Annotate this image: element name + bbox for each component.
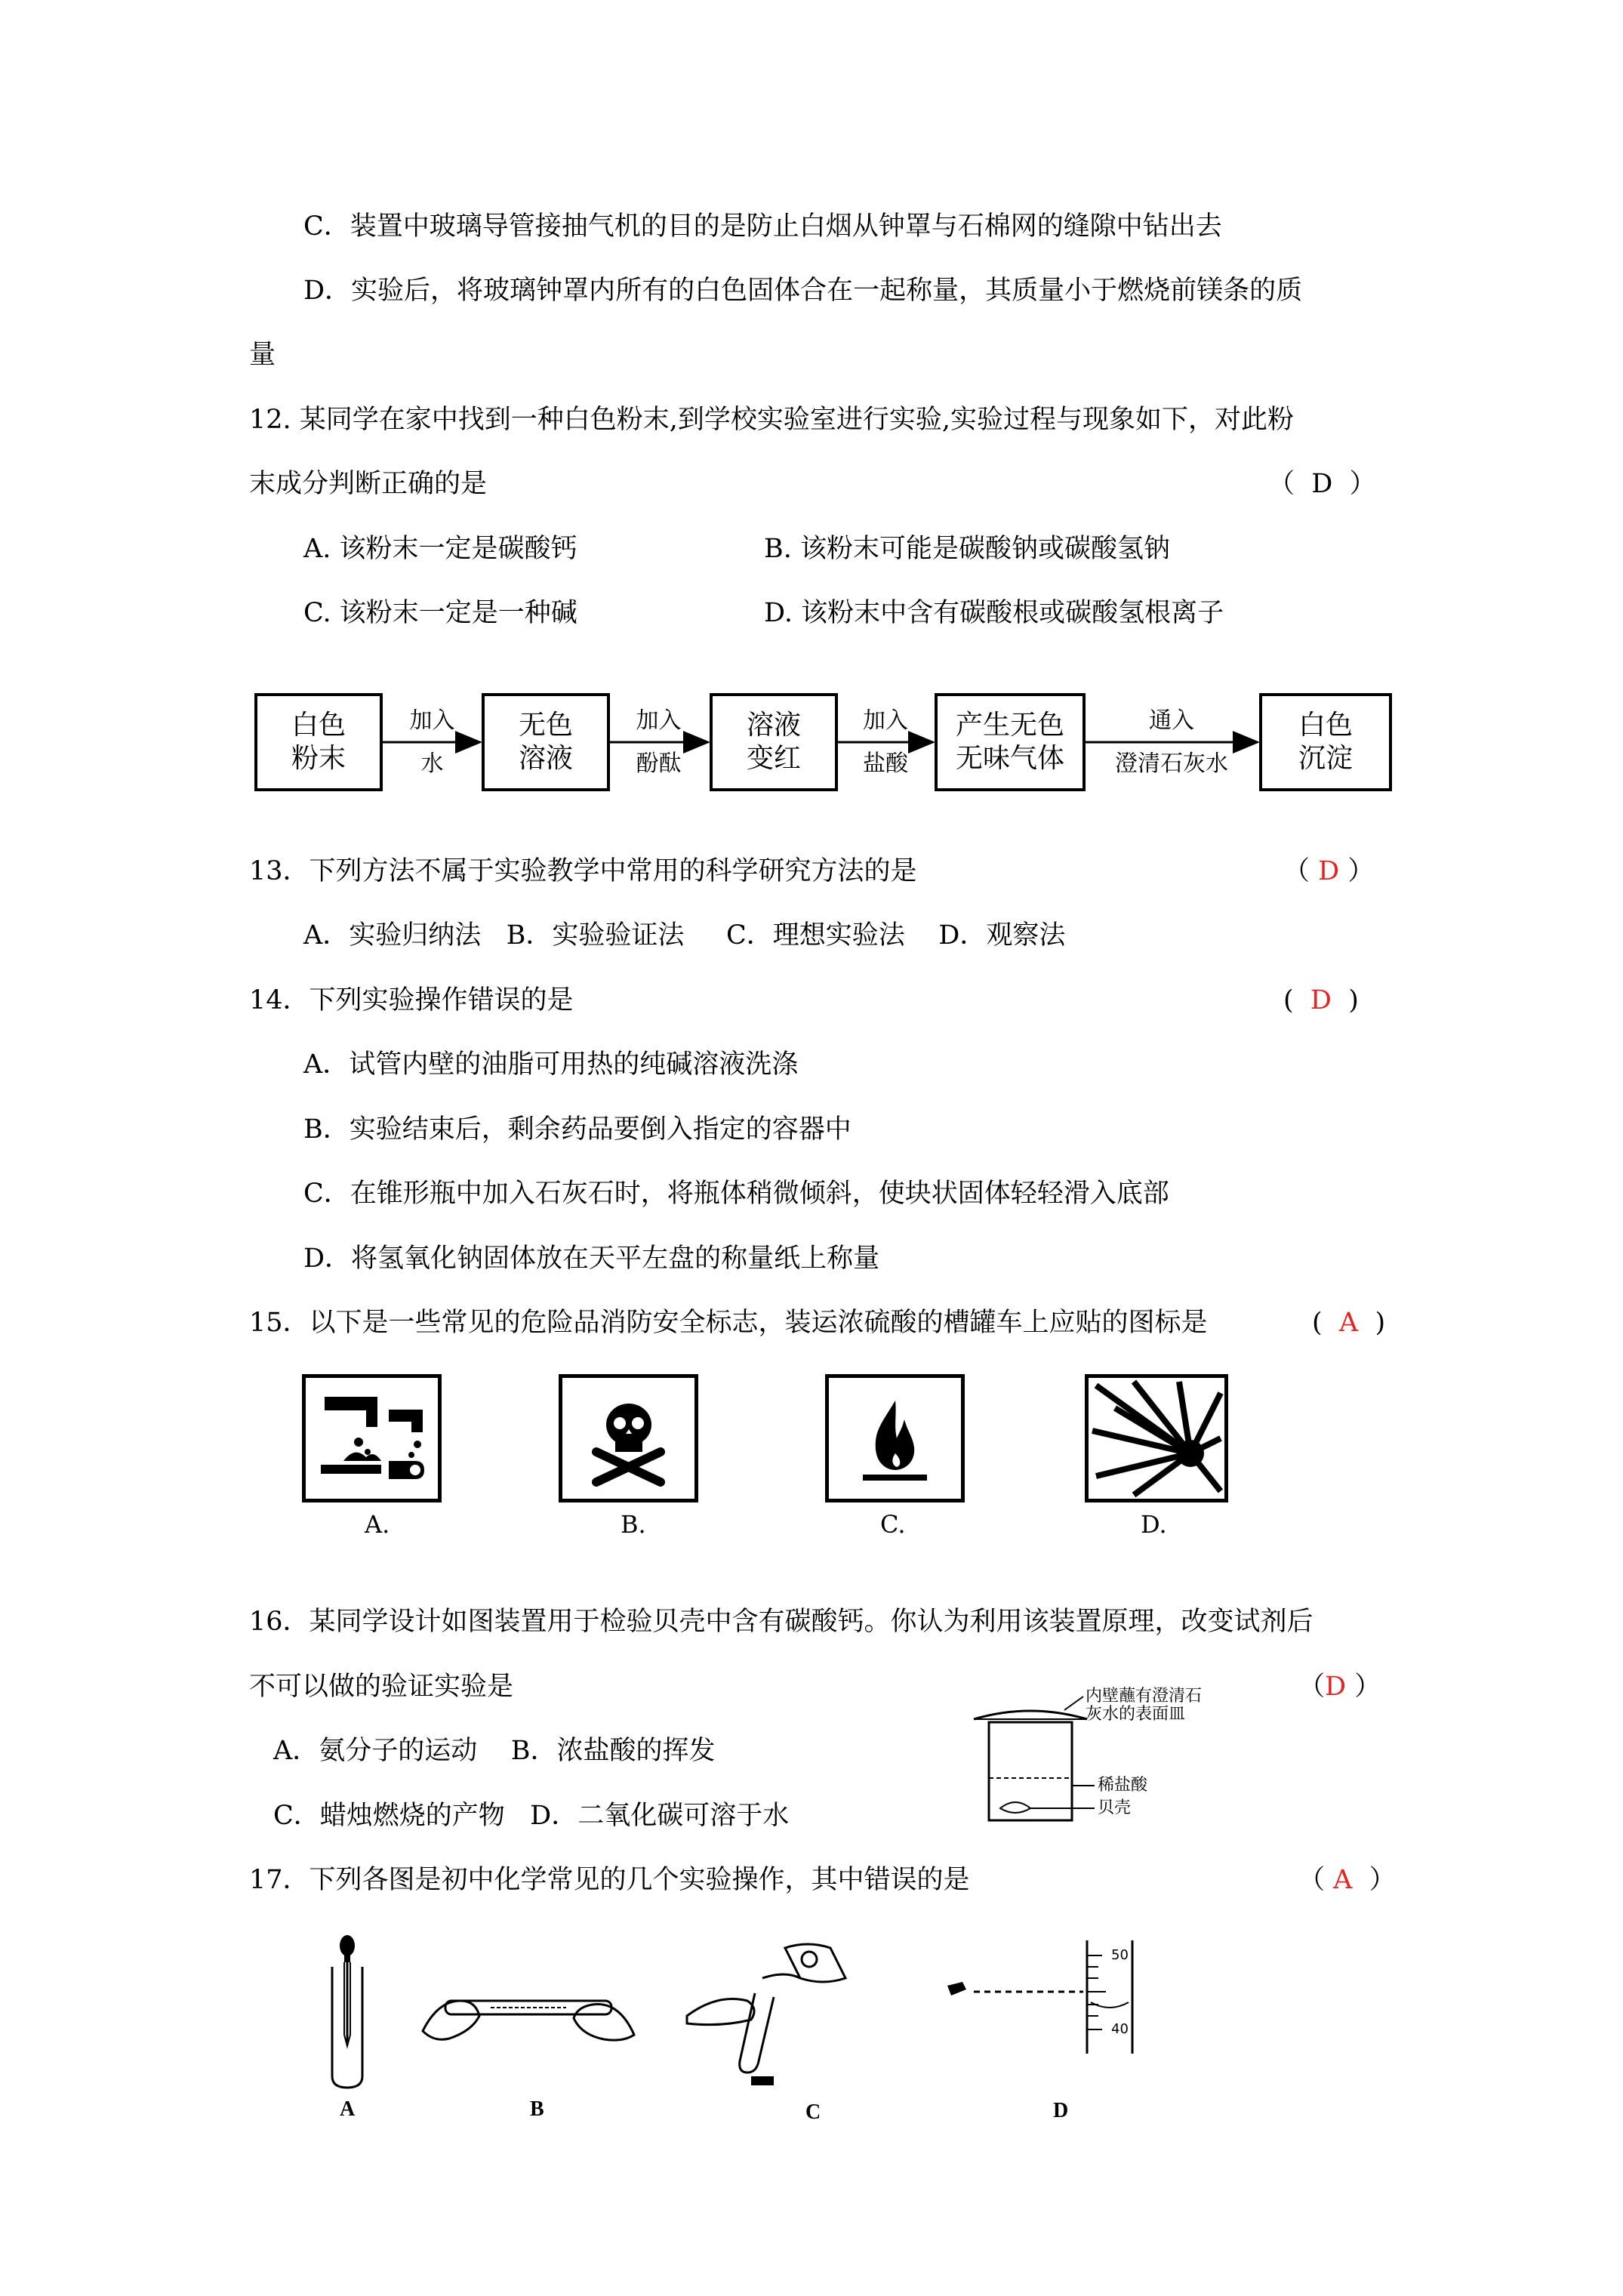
q16-stem-line2: 不可以做的验证实验是	[249, 1672, 514, 1702]
q12-stem-line1: 12. 某同学在家中找到一种白色粉末,到学校实验室进行实验,实验过程与现象如下，对此粉	[249, 405, 1295, 435]
q13-answer: （ D ）	[1283, 856, 1375, 886]
flow-arrow-4-bottom: 澄清石灰水	[1115, 750, 1228, 777]
q16-label-acid: 稀盐酸	[1098, 1776, 1148, 1795]
q15-label-d: D.	[1141, 1510, 1167, 1539]
q15-stem: 15．以下是一些常见的危险品消防安全标志，装运浓硫酸的槽罐车上应贴的图标是	[249, 1308, 1208, 1338]
q13-options: A．实验归纳法 B．实验验证法 C．理想实验法 D．观察法	[303, 920, 1066, 951]
q14-option-d: D．将氢氧化钠固体放在天平左盘的称量纸上称量	[303, 1244, 880, 1274]
flow-arrow-2-top: 加入	[636, 707, 682, 734]
q14-answer: ( D )	[1283, 985, 1359, 1015]
flow-arrows	[0, 0, 1623, 831]
flammable-sign-icon	[825, 1374, 965, 1502]
cylinder-mark-50: 50	[1111, 1947, 1129, 1963]
q17-figure-b-hands-tube-icon	[415, 1971, 642, 2054]
flow-arrow-2-bottom: 酚酞	[636, 750, 682, 777]
q15-label-a: A.	[365, 1510, 390, 1539]
q15-label-b: B.	[621, 1510, 646, 1539]
flow-arrow-1-top: 加入	[409, 707, 455, 734]
flow-box-colorless-solution: 无色 溶液	[482, 693, 610, 791]
q15-label-c: C.	[880, 1510, 906, 1539]
q16-options-line1: A．氨分子的运动 B．浓盐酸的挥发	[273, 1736, 716, 1766]
cylinder-mark-40: 40	[1111, 2021, 1129, 2037]
q16-options-line2: C．蜡烛燃烧的产物 D．二氧化碳可溶于水	[273, 1801, 790, 1831]
q17-figure-c-pouring-icon	[672, 1933, 861, 2091]
q12-option-d: D. 该粉末中含有碳酸根或碳酸氢根离子	[764, 598, 1224, 628]
flow-box-solution-red: 溶液 变红	[710, 693, 838, 791]
q17-label-b: B	[530, 2097, 544, 2121]
flow-box-gas: 产生无色 无味气体	[935, 693, 1086, 791]
q12-option-b: B. 该粉末可能是碳酸钠或碳酸氢钠	[764, 534, 1170, 564]
flow-arrow-3-bottom: 盐酸	[863, 750, 908, 777]
toxic-skull-sign-icon	[559, 1374, 698, 1502]
corrosive-sign-icon	[302, 1374, 442, 1502]
q16-stem-line1: 16．某同学设计如图装置用于检验贝壳中含有碳酸钙。你认为利用该装置原理，改变试剂后	[249, 1607, 1313, 1637]
q16-apparatus-figure	[959, 1687, 1291, 1838]
q17-label-a: A	[340, 2097, 356, 2121]
flow-arrow-1-bottom: 水	[420, 750, 444, 777]
q12-option-c: C. 该粉末一定是一种碱	[303, 598, 577, 628]
q14-option-a: A．试管内壁的油脂可用热的纯碱溶液洗涤	[303, 1049, 799, 1080]
q13-stem: 13．下列方法不属于实验教学中常用的科学研究方法的是	[249, 856, 917, 886]
explosive-sign-icon	[1085, 1374, 1228, 1502]
q12-option-a: A. 该粉末一定是碳酸钙	[303, 534, 577, 564]
flow-arrow-4-top: 通入	[1149, 707, 1194, 734]
q12-stem-line2: 末成分判断正确的是	[249, 469, 488, 499]
q17-answer: （ A ）	[1298, 1865, 1396, 1895]
flow-box-white-precipitate: 白色 沉淀	[1259, 693, 1392, 791]
q11-option-c: C．装置中玻璃导管接抽气机的目的是防止白烟从钟罩与石棉网的缝隙中钻出去	[303, 211, 1222, 242]
q11-option-d-line1: D．实验后，将玻璃钟罩内所有的白色固体合在一起称量，其质量小于燃烧前镁条的质	[303, 276, 1303, 306]
q14-option-c: C．在锥形瓶中加入石灰石时，将瓶体稍微倾斜，使块状固体轻轻滑入底部	[303, 1179, 1169, 1209]
q16-label-shell: 贝壳	[1098, 1798, 1132, 1817]
flow-box-white-powder: 白色 粉末	[254, 693, 383, 791]
q16-label-dish-line2: 灰水的表面皿	[1086, 1705, 1186, 1724]
q11-option-d-line2: 量	[249, 340, 276, 370]
q16-label-dish-line1: 内壁蘸有澄清石	[1086, 1687, 1203, 1706]
q16-answer: （D ）	[1298, 1672, 1381, 1702]
q17-label-d: D	[1053, 2099, 1069, 2122]
q14-stem: 14．下列实验操作错误的是	[249, 985, 574, 1015]
q12-answer: （ D ）	[1268, 469, 1376, 499]
q17-figure-a-dropper-icon	[317, 1929, 377, 2095]
q17-stem: 17．下列各图是初中化学常见的几个实验操作，其中错误的是	[249, 1865, 970, 1895]
q17-label-c: C	[805, 2100, 821, 2124]
q17-figure-d-cylinder-reading-icon	[944, 1933, 1140, 2069]
q15-answer: ( A )	[1312, 1308, 1386, 1338]
flow-arrow-3-top: 加入	[863, 707, 908, 734]
q14-option-b: B．实验结束后，剩余药品要倒入指定的容器中	[303, 1114, 852, 1145]
